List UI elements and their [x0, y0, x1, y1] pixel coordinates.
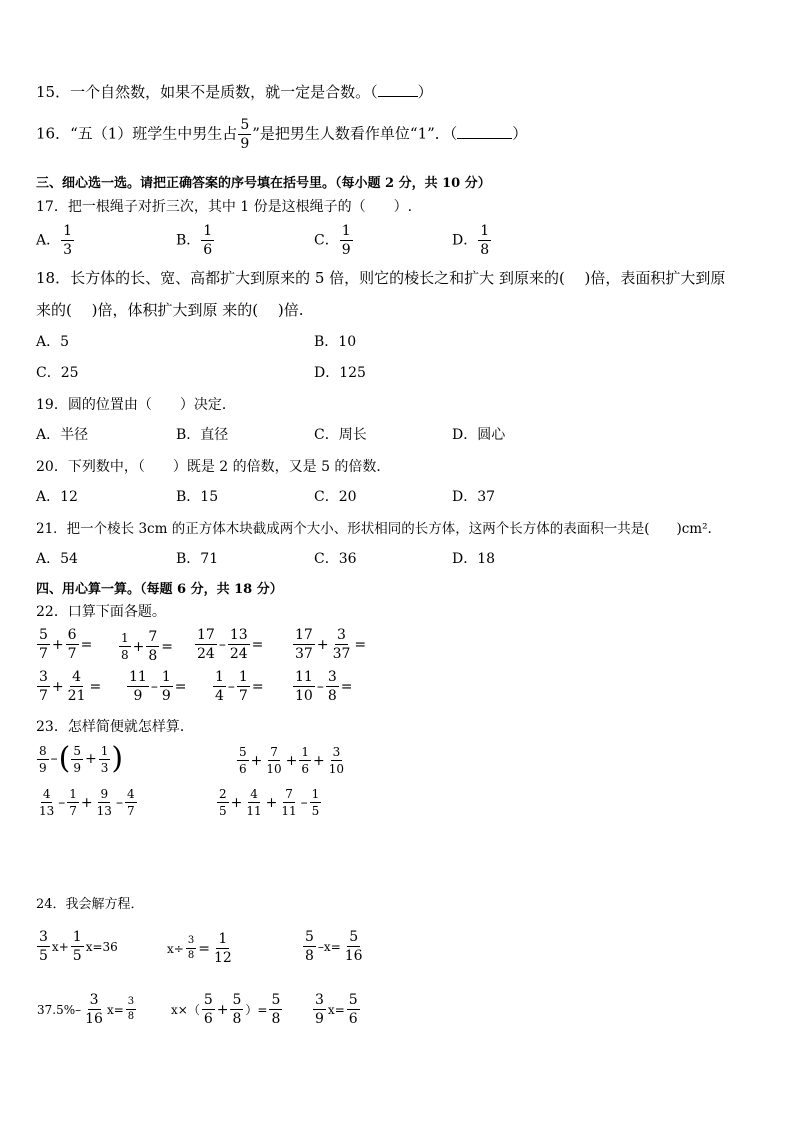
fraction: $\frac{5}{9}$	[240, 117, 250, 152]
option-c[interactable]: C．25	[36, 365, 79, 381]
option-a[interactable]: A．54	[36, 551, 78, 567]
option-d[interactable]: D． $\frac{1}{8}$	[452, 223, 490, 258]
equation: x÷ $\frac{3}{8}$ = $\frac{1}{12}$	[167, 931, 232, 966]
answer-blank[interactable]	[378, 84, 418, 97]
option-c[interactable]: C．周长	[314, 427, 367, 443]
section-heading: 三、细心选一选。请把正确答案的序号填在括号里。（每小题 2 分，共 10 分）	[36, 176, 491, 191]
expression: $\frac{2}{5}$ + $\frac{4}{11}$ + $\frac{7}{11}$ – $\frac{1}{5}$	[219, 787, 320, 818]
equation: x×（ $\frac{5}{6}$ + $\frac{5}{8}$ ）= $\frac{5}{8}$	[171, 992, 281, 1027]
expression: $\frac{3}{7}$ + $\frac{4}{21}$ =	[39, 669, 102, 704]
expression: $\frac{11}{9}$ – $\frac{1}{9}$ =	[129, 669, 187, 704]
question-17: 17．把一根绳子对折三次，其中 1 份是这根绳子的（ ）.	[36, 199, 413, 215]
option-b[interactable]: B．15	[176, 489, 219, 505]
expression: $\frac{5}{7}$ + $\frac{6}{7}$ =	[39, 627, 93, 662]
option-d[interactable]: D．37	[452, 489, 496, 505]
question-21: 21．把一个棱长 3cm 的正方体木块截成两个大小、形状相同的长方体，这两个长方体的表面积一共是( )cm².	[36, 521, 712, 537]
question-22: 22．口算下面各题。	[36, 604, 166, 620]
expression: $\frac{5}{6}$ + $\frac{7}{10}$ + $\frac{1}{6}$ + $\frac{3}{10}$	[239, 745, 345, 776]
option-d[interactable]: D．圆心	[452, 427, 506, 443]
question-16: 16．“五（1）班学生中男生占 $\frac{5}{9}$ ”是把男生人数看作单位“1”．（ ）	[36, 117, 528, 152]
option-d[interactable]: D．125	[314, 365, 366, 381]
question-18-line2: 来的( )倍，体积扩大到原 来的( )倍.	[36, 301, 304, 319]
equation: $\frac{3}{9}$ x= $\frac{5}{6}$	[315, 992, 358, 1027]
equation: $\frac{5}{8}$ –x= $\frac{5}{16}$	[305, 929, 363, 964]
option-a[interactable]: A．5	[36, 334, 70, 350]
option-c[interactable]: C．20	[314, 489, 357, 505]
answer-blank[interactable]	[457, 126, 512, 139]
expression: $\frac{4}{13}$ – $\frac{1}{7}$ + $\frac{9}{13}$ – $\frac{4}{7}$	[39, 787, 135, 818]
option-c[interactable]: C．36	[314, 551, 357, 567]
expression: $\frac{17}{24}$ – $\frac{13}{24}$ =	[197, 627, 264, 662]
equation: $\frac{3}{5}$ x+ $\frac{1}{5}$ x=36	[39, 929, 118, 964]
option-d[interactable]: D．18	[452, 551, 496, 567]
option-b[interactable]: B．10	[314, 334, 357, 350]
question-20: 20．下列数中，（ ）既是 2 的倍数，又是 5 的倍数．	[36, 459, 391, 475]
option-c[interactable]: C． $\frac{1}{9}$	[314, 223, 351, 258]
question-18-line1: 18．长方体的长、宽、高都扩大到原来的 5 倍，则它的棱长之和扩大 到原来的( )倍，表面积扩大到原	[36, 269, 726, 287]
question-23: 23．怎样简便就怎样算．	[36, 719, 194, 735]
question-19: 19．圆的位置由（ ）决定．	[36, 397, 236, 413]
expression: $\frac{11}{10}$ – $\frac{3}{8}$ =	[295, 669, 353, 704]
q15-text: 15．一个自然数，如果不是质数，就一定是合数。（	[36, 83, 378, 101]
option-a[interactable]: A．半径	[36, 427, 89, 443]
section-heading: 四、用心算一算。（每题 6 分，共 18 分）	[36, 582, 283, 597]
expression: $\frac{17}{37}$ + $\frac{3}{37}$ =	[295, 627, 367, 662]
option-b[interactable]: B． $\frac{1}{6}$	[176, 223, 213, 258]
option-b[interactable]: B．71	[176, 551, 219, 567]
question-24: 24．我会解方程．	[36, 897, 144, 912]
expression: $\frac{1}{8}$ + $\frac{7}{8}$ =	[121, 629, 174, 664]
option-a[interactable]: A．12	[36, 489, 78, 505]
option-a[interactable]: A． $\frac{1}{3}$	[36, 223, 73, 258]
expression: $\frac{8}{9}$ –( $\frac{5}{9}$ + $\frac{1}{3}$ )	[39, 741, 124, 776]
option-b[interactable]: B．直径	[176, 427, 229, 443]
expression: $\frac{1}{4}$ – $\frac{1}{7}$ =	[215, 669, 264, 704]
question-15: 15．一个自然数，如果不是质数，就一定是合数。（ ）	[36, 83, 433, 101]
equation: 37.5%– $\frac{3}{16}$ x= $\frac{3}{8}$	[37, 992, 135, 1027]
